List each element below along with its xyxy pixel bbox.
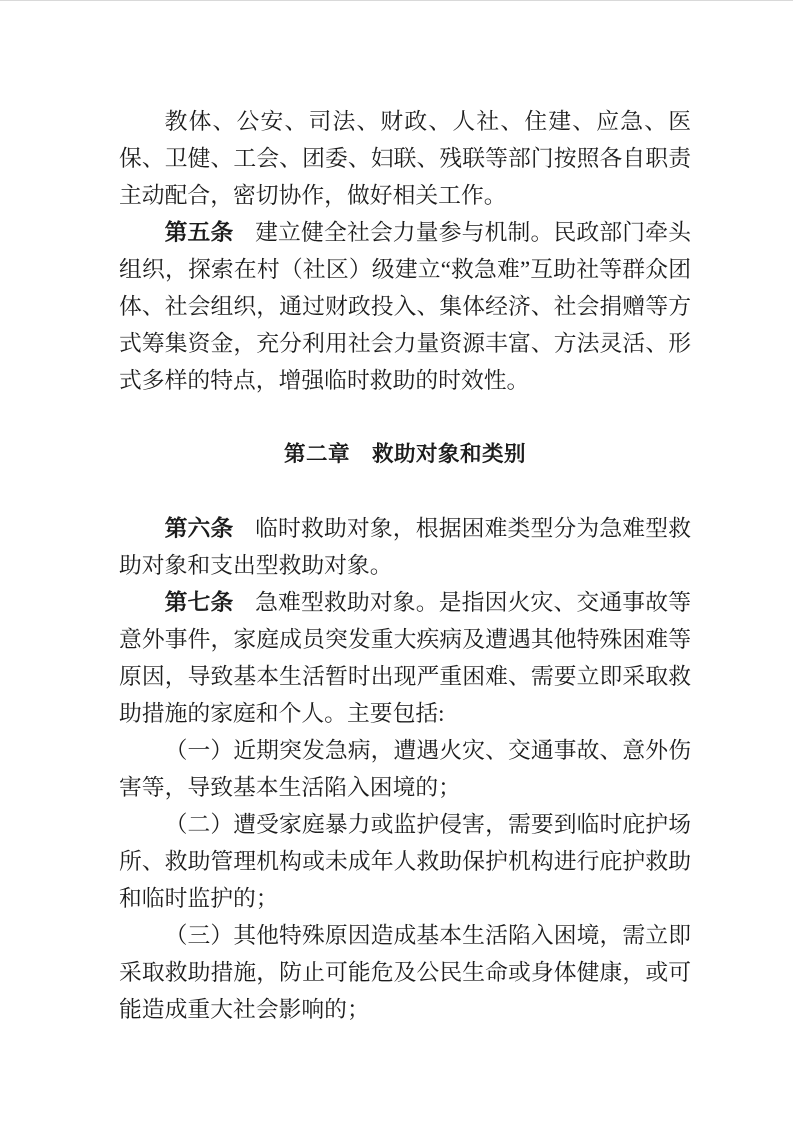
paragraph-article-7 xyxy=(119,584,691,732)
paragraph-text: 急难型救助对象。是指因火灾、交通事故等意外事件，家庭成员突发重大疾病及遭遇其他特殊困难等原因，导致基本生活暂时出现严重困难、需要立即采取救助措施的家庭和个人。主要包括: xyxy=(119,590,692,726)
chapter-2-heading: 第二章 救助对象和类别 xyxy=(283,442,526,466)
list-item-2 xyxy=(119,806,691,917)
list-item-text: （三）其他特殊原因造成基本生活陷入困境，需立即采取救助措施，防止可能危及公民生命或身体健康，或可能造成重大社会影响的； xyxy=(119,923,691,1022)
page-top-edge-divider xyxy=(0,0,793,1)
list-item-text: （一）近期突发急病，遭遇火灾、交通事故、意外伤害等，导致基本生活陷入困境的； xyxy=(119,738,691,800)
list-item-3 xyxy=(119,917,691,1028)
paragraph-article-5 xyxy=(119,214,691,399)
paragraph-text: 临时救助对象，根据困难类型分为急难型救助对象和支出型救助对象。 xyxy=(119,516,692,578)
paragraph-text: 教体、公安、司法、财政、人社、住建、应急、医保、卫健、工会、团委、妇联、残联等部门按照各自职责主动配合，密切协作，做好相关工作。 xyxy=(119,109,691,208)
paragraph-article-6 xyxy=(119,510,691,584)
article-6-label: 第六条 xyxy=(164,515,234,541)
article-7-label: 第七条 xyxy=(164,589,234,615)
list-item-1 xyxy=(119,732,691,806)
document-content xyxy=(119,103,691,1028)
paragraph-text: 建立健全社会力量参与机制。民政部门牵头组织，探索在村（社区）级建立“救急难”互助社等群众团体、社会组织，通过财政投入、集体经济、社会捐赠等方式筹集资金，充分利用社会力量资源丰富、方法灵活、形式多样的特点，增强临时救助的时效性。 xyxy=(119,220,692,393)
article-5-label: 第五条 xyxy=(164,219,234,245)
list-item-text: （二）遭受家庭暴力或监护侵害，需要到临时庇护场所、救助管理机构或未成年人救助保护机构进行庇护救助和临时监护的； xyxy=(119,812,691,911)
paragraph-continuation xyxy=(119,103,691,214)
